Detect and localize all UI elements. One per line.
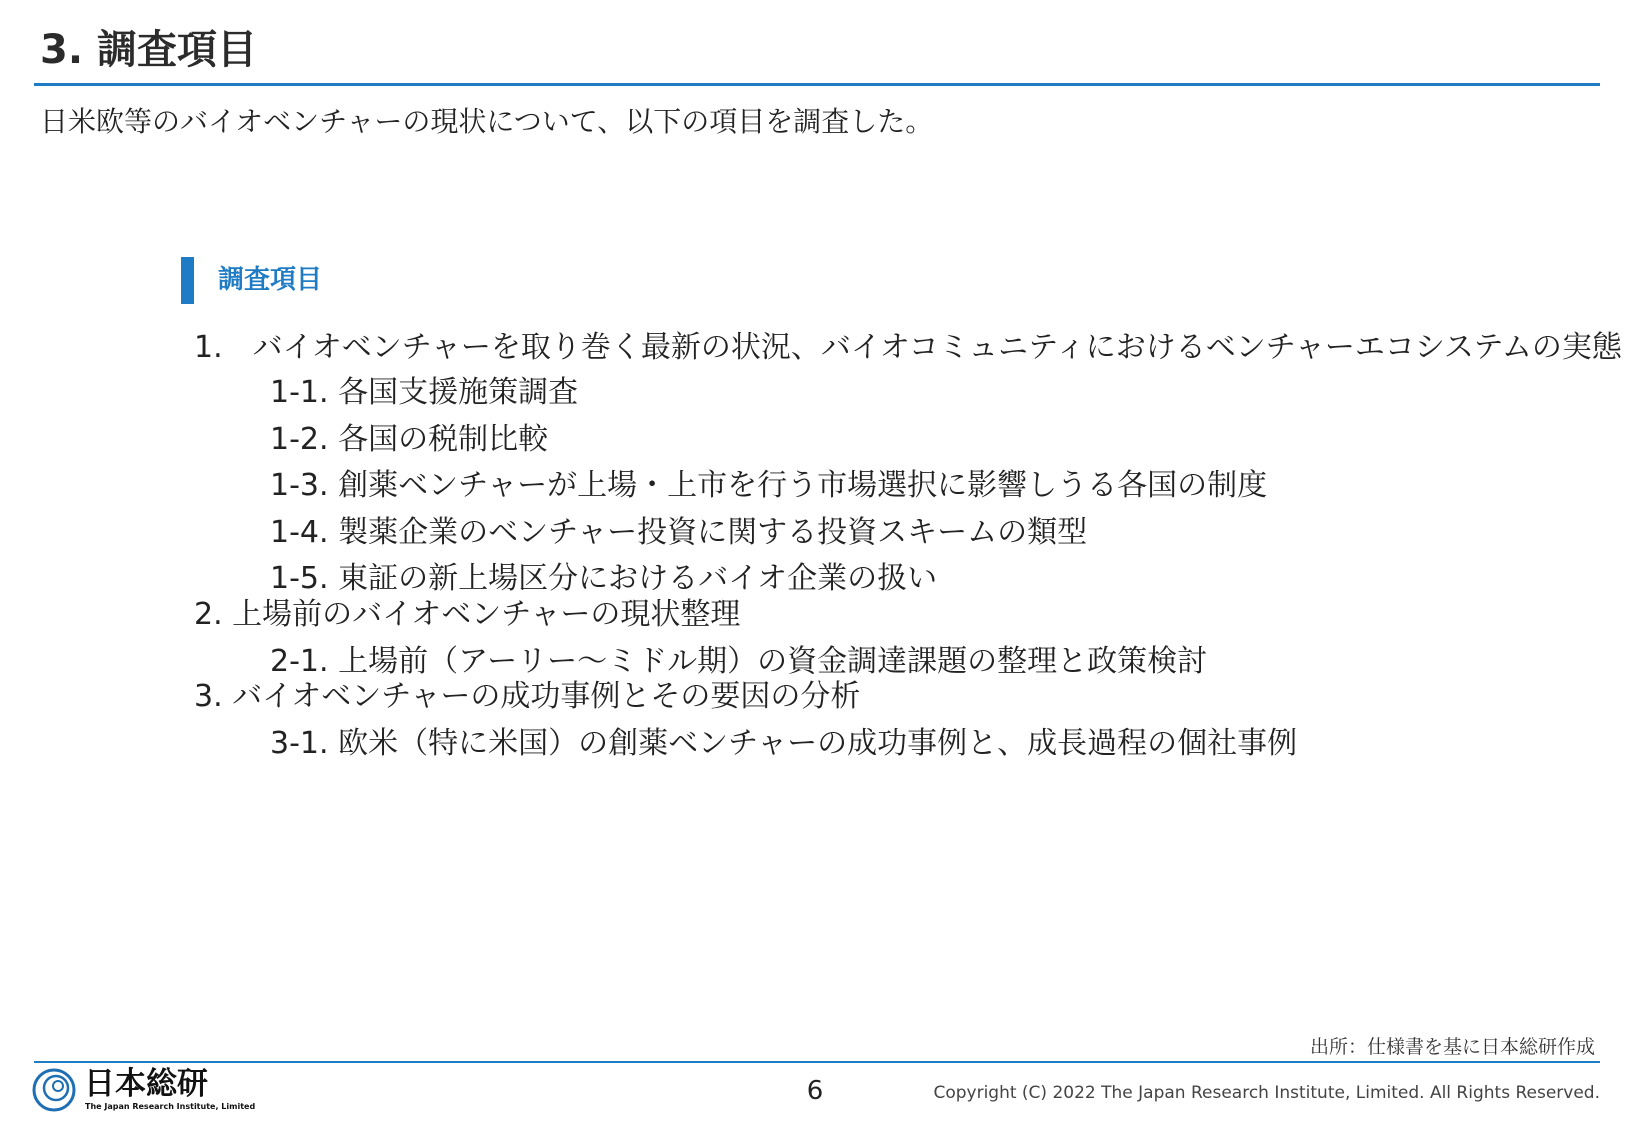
page-number: 6 — [806, 1076, 824, 1106]
company-logo — [32, 1066, 256, 1116]
source-note: 出所：仕様書を基に日本総研作成 — [1309, 1036, 1595, 1058]
logo-name: 日本総研 — [84, 1066, 208, 1102]
outline-item: 1-3. 創薬ベンチャーが上場・上市を行う市場選択に影響しうる各国の制度 — [270, 468, 1268, 503]
outline-item: 2. 上場前のバイオベンチャーの現状整理 — [194, 597, 741, 632]
outline-item: 1-2. 各国の税制比較 — [270, 422, 549, 457]
outline-item: 3. バイオベンチャーの成功事例とその要因の分析 — [194, 679, 861, 714]
jri-logo-icon — [32, 1068, 76, 1112]
outline-item: 2-1. 上場前（アーリー～ミドル期）の資金調達課題の整理と政策検討 — [270, 644, 1208, 679]
footer-rule — [34, 1061, 1600, 1063]
slide-title: 3. 調査項目 — [40, 27, 257, 73]
outline-item: 3-1. 欧米（特に米国）の創薬ベンチャーの成功事例と、成長過程の個社事例 — [270, 726, 1298, 761]
outline-item: 1-5. 東証の新上場区分におけるバイオ企業の扱い — [270, 561, 938, 596]
copyright: Copyright (C) 2022 The Japan Research Institute, Limited. All Rights Reserved. — [933, 1083, 1600, 1103]
intro-text: 日米欧等のバイオベンチャーの現状について、以下の項目を調査した。 — [40, 105, 934, 138]
outline-item: 1-4. 製薬企業のベンチャー投資に関する投資スキームの類型 — [270, 515, 1088, 550]
logo-subtitle: The Japan Research Institute, Limited — [85, 1102, 256, 1111]
outline-item: 1-1. 各国支援施策調査 — [270, 375, 579, 410]
section-heading: 調査項目 — [218, 265, 323, 295]
outline-item: 1. バイオベンチャーを取り巻く最新の状況、バイオコミュニティにおけるベンチャーエコシステムの実態 — [194, 330, 1622, 365]
